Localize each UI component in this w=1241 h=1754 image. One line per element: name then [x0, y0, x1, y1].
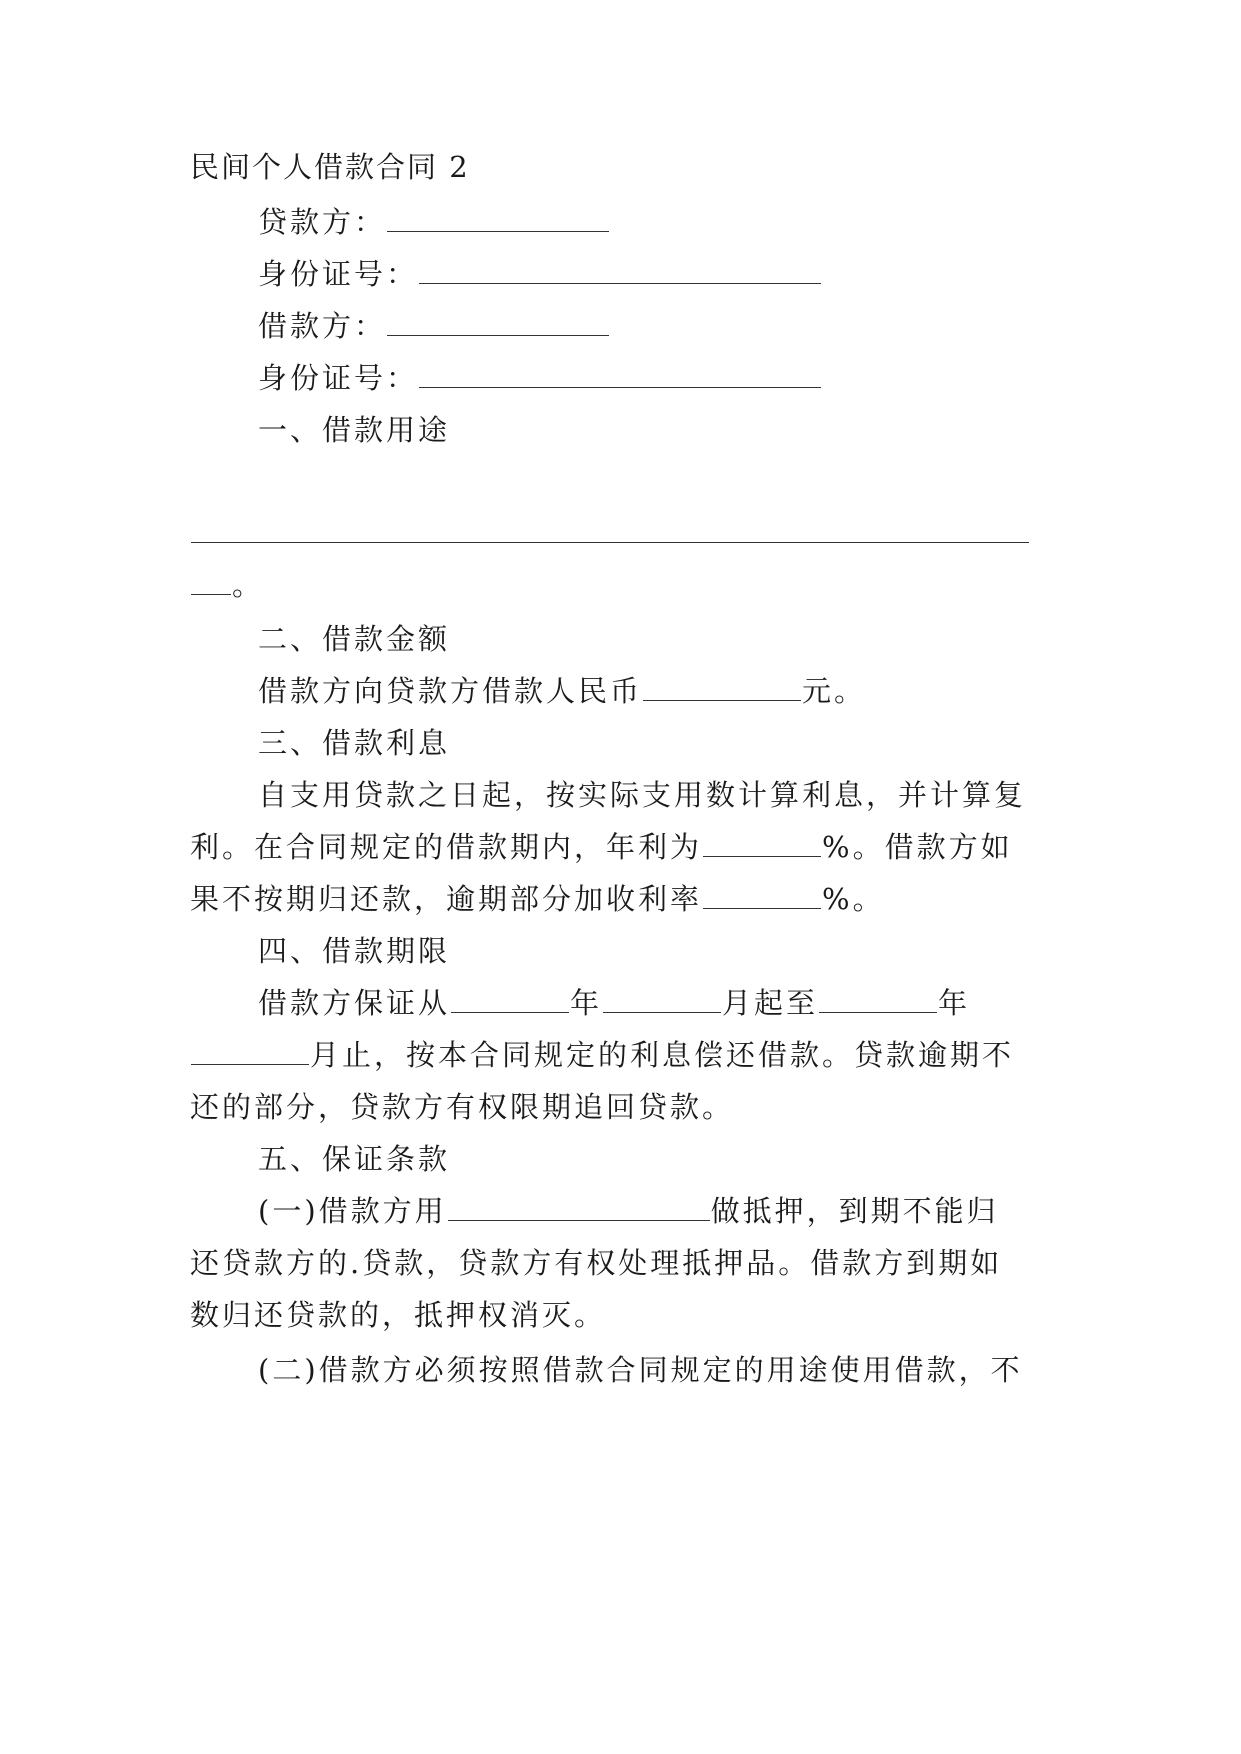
borrower-id-label: 身份证号： — [258, 361, 419, 395]
lender-blank[interactable] — [387, 207, 609, 232]
lender-id-line — [258, 256, 1060, 292]
end-year-blank[interactable] — [819, 988, 937, 1013]
end-month-blank[interactable] — [191, 1040, 309, 1065]
borrower-label: 借款方： — [258, 309, 387, 343]
collateral-blank[interactable] — [448, 1196, 710, 1221]
section3-heading: 三、借款利息 — [258, 726, 451, 760]
borrower-line — [258, 308, 1060, 344]
borrower-id-blank[interactable] — [419, 363, 821, 388]
annual-rate-blank[interactable] — [703, 832, 821, 857]
purpose-line — [190, 515, 1060, 551]
borrower-id-line — [258, 360, 1060, 396]
lender-id-label: 身份证号： — [258, 257, 419, 291]
loan-amount-line: 借款方向贷款方借款人民币 元。 — [258, 674, 867, 708]
purpose-blank-short[interactable] — [191, 570, 231, 595]
loan-amount-blank[interactable] — [643, 676, 801, 701]
term-line-2: 月止，按本合同规定的利息偿还借款。贷款逾期不 — [190, 1037, 1060, 1073]
guarantee-item1-line2: 还贷款方的.贷款，贷款方有权处理抵押品。借款方到期如 — [190, 1246, 1003, 1280]
guarantee-item1-line1: (一)借款方用 做抵押，到期不能归 — [258, 1194, 999, 1228]
section1-heading: 一、借款用途 — [258, 413, 451, 447]
borrower-blank[interactable] — [387, 311, 609, 336]
guarantee-item2-line1: (二)借款方必须按照借款合同规定的用途使用借款，不 — [258, 1353, 1023, 1387]
interest-line-2: 利。在合同规定的借款期内，年利为 %。借款方如 — [190, 830, 1013, 864]
start-year-blank[interactable] — [451, 988, 569, 1013]
overdue-rate-blank[interactable] — [703, 884, 821, 909]
start-month-blank[interactable] — [603, 988, 721, 1013]
section4-heading: 四、借款期限 — [258, 934, 451, 968]
interest-line-3: 果不按期归还款，逾期部分加收利率 %。 — [190, 882, 885, 916]
section5-heading: 五、保证条款 — [258, 1142, 451, 1176]
lender-line — [258, 204, 1060, 240]
term-line-3: 还的部分，贷款方有权限期追回贷款。 — [190, 1090, 735, 1124]
purpose-blank-long[interactable] — [191, 518, 1029, 543]
lender-label: 贷款方： — [258, 205, 387, 239]
section2-heading: 二、借款金额 — [258, 622, 451, 656]
interest-line-1: 自支用贷款之日起，按实际支用数计算利息，并计算复 — [258, 778, 1027, 812]
purpose-line-end: 。 — [190, 567, 1060, 603]
guarantee-item1-line3: 数归还贷款的，抵押权消灭。 — [190, 1298, 607, 1332]
term-line-1: 借款方保证从 年 月起至 年 — [258, 986, 971, 1020]
document-title: 民间个人借款合同 2 — [190, 150, 470, 184]
lender-id-blank[interactable] — [419, 259, 821, 284]
